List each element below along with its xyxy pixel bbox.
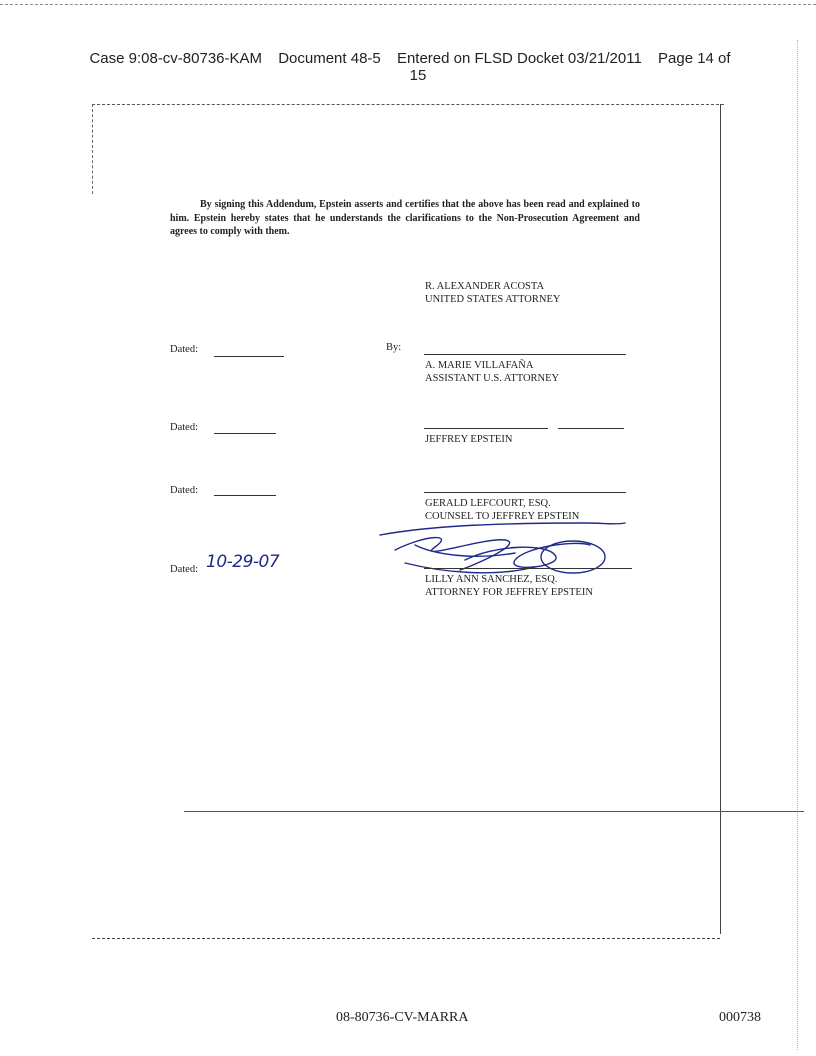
sanchez-name: LILLY ANN SANCHEZ, ESQ. [425, 574, 558, 585]
entered-docket: Entered on FLSD Docket 03/21/2011 [396, 50, 642, 67]
signature-stroke [380, 523, 625, 535]
page-number: Page 14 of [658, 50, 731, 67]
dated-blank-line [214, 433, 276, 434]
dated-label: Dated: [170, 344, 198, 355]
villafana-title: ASSISTANT U.S. ATTORNEY [425, 373, 560, 384]
villafana-name: A. MARIE VILLAFAÑA [425, 360, 534, 371]
lefcourt-name: GERALD LEFCOURT, ESQ. [425, 498, 551, 509]
frame-border-bottom [92, 938, 720, 939]
dated-label: Dated: [170, 422, 198, 433]
signature-line [424, 354, 626, 355]
lefcourt-title: COUNSEL TO JEFFREY EPSTEIN [425, 511, 580, 522]
scan-edge-right [797, 40, 798, 1050]
signature-line [558, 428, 624, 429]
signature-line [424, 568, 632, 569]
document-number: Document 48-5 [278, 50, 381, 67]
scan-edge-top [0, 0, 816, 5]
frame-border-left [92, 104, 93, 194]
acosta-name: R. ALEXANDER ACOSTA [425, 281, 545, 292]
bates-case-number: 08-80736-CV-MARRA [336, 1010, 469, 1025]
signature-stroke [465, 543, 590, 567]
horizontal-rule [184, 811, 804, 812]
signature-line [424, 492, 626, 493]
dated-blank-line [214, 495, 276, 496]
dated-label: Dated: [170, 485, 198, 496]
page-total: 15 [409, 67, 427, 84]
bates-number: 000738 [719, 1010, 761, 1025]
dated-label: Dated: [170, 564, 198, 575]
addendum-paragraph: By signing this Addendum, Epstein asserts and certifies that the above has been read and explained to him. Epstein hereby states that he understands the clarifications to the Non-Prosecution Agreement and agrees to comply with them. [170, 199, 640, 237]
handwritten-date: 10-29-07 [206, 552, 280, 572]
epstein-name: JEFFREY EPSTEIN [425, 434, 513, 445]
signature-line [424, 428, 548, 429]
signature-stroke [415, 545, 515, 556]
dated-blank-line [214, 356, 284, 357]
sanchez-title: ATTORNEY FOR JEFFREY EPSTEIN [425, 587, 593, 598]
case-number: Case 9:08-cv-80736-KAM [89, 50, 263, 67]
frame-border-right [720, 104, 721, 934]
acosta-title: UNITED STATES ATTORNEY [425, 294, 561, 305]
court-filing-header [60, 50, 760, 84]
by-label: By: [386, 342, 402, 353]
frame-border-top [92, 104, 724, 105]
